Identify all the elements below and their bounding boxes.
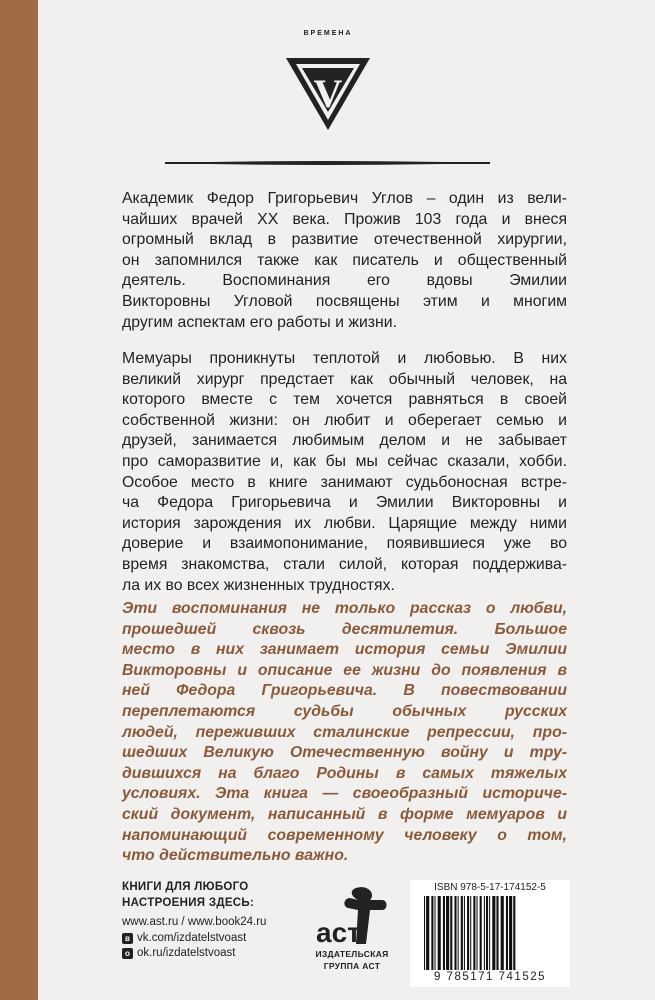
text-line: место в них занимает история семьи Эмилии [122,641,567,659]
barcode-bar [443,896,445,970]
text-line: ней Федора Григорьевича. В повествовании [122,682,567,700]
text-line: переплетаются судьбы обычных русских [122,702,567,720]
barcode-bar [454,896,456,970]
text-line: Викторовны и описание ее жизни до появления в [122,661,567,679]
ast-logo-text: аст [316,917,361,948]
text-line: другим аспектам его работы и жизни. [122,313,397,331]
ok-icon: о [122,948,133,959]
text-line: ла их во всех жизненных трудностях. [122,576,395,594]
text-line: история зарождения их любви. Царящие между ними [122,514,567,532]
series-logo-icon [278,24,378,134]
isbn-digits: 9 785171 741525 [433,971,547,983]
series-logo [278,24,378,134]
text-line: условиях. Эта книга — своеобразный историче- [122,785,567,803]
vk-icon: в [122,933,133,944]
barcode-bar [486,896,488,970]
barcode-bar [489,896,490,970]
text-line: чайших врачей XX века. Прожив 103 года и внеся [122,210,567,228]
barcode-bar [435,896,436,970]
text-line: про саморазвитие и, как бы мы сейчас сказали, хобби. [122,452,567,470]
isbn-barcode-block [410,880,570,987]
barcode-bar [492,896,495,970]
barcode-bar [426,896,429,970]
barcode-bar [438,896,441,970]
ast-logo-icon [312,886,392,948]
ok-link[interactable]: ok.ru/izdatelstvoast [137,947,236,959]
publisher-caption [312,948,392,972]
text-line: Особое место в книге занимают судьбоносная встре- [122,473,567,491]
barcode-bar [477,896,478,970]
vk-link[interactable]: vk.com/izdatelstvoast [137,931,247,944]
barcode-bar [431,896,433,970]
text-line: Эти воспоминания не только рассказ о любви, [122,600,567,617]
text-line: великий хирург предстает как обычный человек, на [122,370,567,388]
footer-heading-line-2: НАСТРОЕНИЯ ЗДЕСЬ: [122,896,255,909]
description-paragraph-3 [122,599,567,867]
text-line: ский документ, написанный в форме мемуаров и [122,805,567,823]
series-logo-letter: V [313,71,343,116]
barcode-bar [424,896,425,970]
text-line: прошедшей сквозь десятилетия. Большое [122,620,567,638]
text-line: которого вместе с тем хочется равняться в своей [122,391,567,409]
footer-links [122,880,302,962]
barcode-bar [513,896,515,970]
text-line: Викторовны Угловой посвящены этим и многим [122,292,567,310]
publisher-caption-line-2: ГРУППА АСТ [323,961,381,971]
text-line: собственной жизни: он любит и оберегает семью и [122,411,567,429]
barcode [422,896,558,970]
barcode-bar [458,896,459,970]
spine-stripe [0,0,38,1000]
description-paragraph-1 [122,189,567,333]
text-line: он запомнился также как писатель и общественный [122,251,567,269]
barcode-bar [461,896,463,970]
barcode-bar [484,896,485,970]
text-line: деятель. Воспоминания его вдовы Эмилии [122,272,567,290]
text-line: Академик Федор Григорьевич Углов – один из вели- [122,190,567,207]
publisher-logo [312,886,392,990]
text-line: что действительно важно. [122,847,349,865]
text-line: напоминающий современному человеку о том, [122,826,567,844]
barcode-bar [467,896,469,970]
barcode-bar [480,896,482,970]
barcode-bar [470,896,471,970]
barcode-bar [446,896,449,970]
text-line: доверие и взаимопонимание, появившиеся уже во [122,535,567,553]
publisher-caption-line-1: ИЗДАТЕЛЬСКАЯ [315,949,389,959]
text-line: Мемуары проникнуты теплотой и любовью. В них [122,350,567,367]
text-line: время знакомства, стали силой, которая поддержива- [122,555,567,573]
text-line: огромный вклад в развитие отечественной хирургии, [122,231,567,249]
text-line: людей, переживших сталинские репрессии, про- [122,723,567,741]
text-line: ча Федора Григорьевича и Эмилии Викторовны и [122,494,567,512]
description-paragraph-2 [122,349,567,596]
barcode-bar [496,896,498,970]
isbn-label: ISBN 978-5-17-174152-5 [434,882,546,893]
footer-heading-line-1: КНИГИ ДЛЯ ЛЮБОГО [122,881,249,893]
barcode-bar [473,896,475,970]
text-line: друзей, занимается любимым делом и не забывает [122,432,567,450]
barcode-bar [501,896,504,970]
barcode-bar [464,896,465,970]
divider [165,155,490,171]
series-logo-text: ВРЕМЕНА [303,30,353,37]
barcode-bar [450,896,452,970]
text-line: шедших Великую Отечественную войну и тру- [122,744,567,762]
sites-link[interactable]: www.ast.ru / www.book24.ru [122,916,267,928]
text-line: дившихся на благо Родины в самых тяжелых [122,764,567,782]
barcode-bar [506,896,508,970]
barcode-bar [509,896,512,970]
